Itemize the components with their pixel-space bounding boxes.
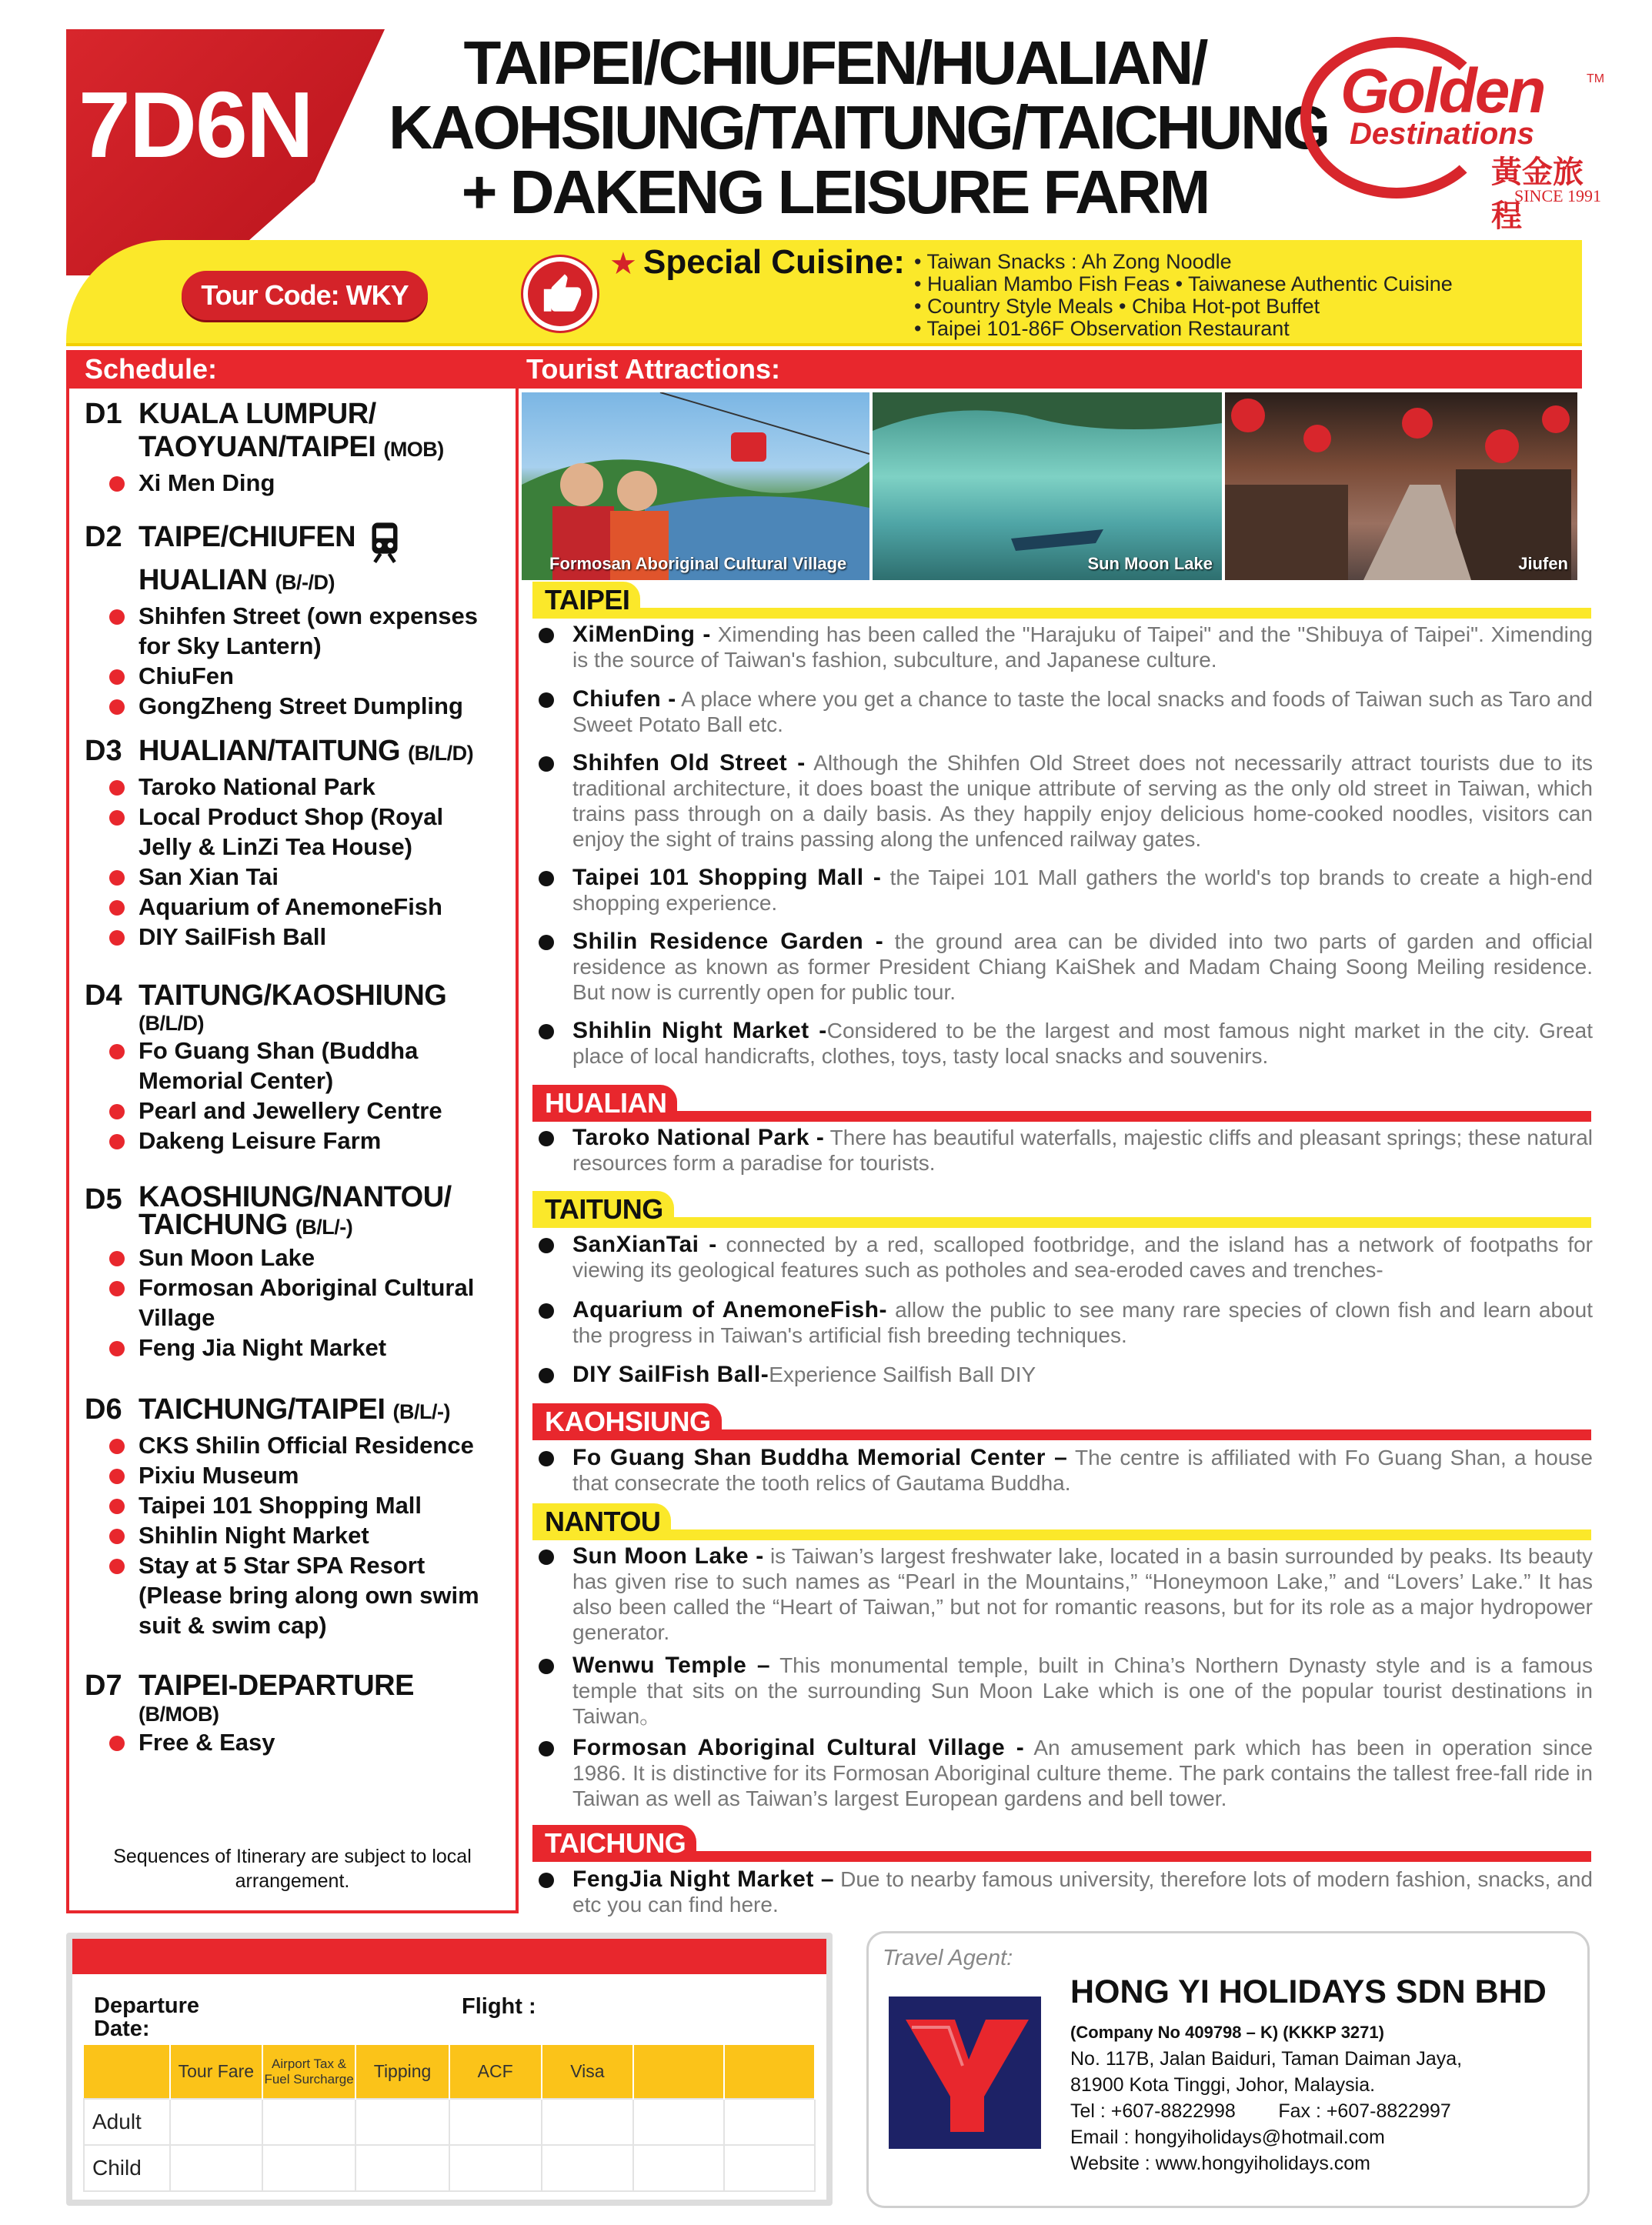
region-label: TAIPEI: [532, 582, 640, 617]
golden-destinations-logo: [1300, 32, 1608, 233]
travel-agent-label: Travel Agent:: [883, 1946, 1013, 1970]
day-title-line: TAIPE/CHIUFEN: [139, 521, 356, 553]
day-item: Local Product Shop (Royal: [139, 802, 516, 832]
cuisine-item: • Taiwan Snacks : Ah Zong Noodle: [914, 250, 1232, 273]
day-items: [139, 1430, 516, 1640]
day-item: Village: [139, 1304, 215, 1331]
region-taipei: [532, 582, 1591, 619]
day-item: Xi Men Ding: [139, 468, 516, 498]
day-item: Shihfen Street (own expenses: [139, 601, 516, 631]
departure-date-label: Departure Date:: [94, 1993, 199, 2041]
agent-company-no: (Company No 409798 – K) (KKKP 3271): [1070, 2023, 1384, 2042]
day-item: Sun Moon Lake: [139, 1243, 516, 1273]
day-title-line: TAITUNG/KAOSHIUNG: [139, 979, 447, 1012]
attraction-item: Fo Guang Shan Buddha Memorial Center – The centre is affiliated with Fo Guang Shan, a house that consecrate the tooth relics of Gautama Buddha.: [539, 1445, 1593, 1496]
agent-phone: Tel : +607-8822998 Fax : +607-8822997: [1070, 2100, 1451, 2122]
attraction-item: Taroko National Park - There has beautiful waterfalls, majestic cliffs and pleasant springs; these natural resources form a paradise for tourists.: [539, 1125, 1593, 1176]
logo-golden-text: Golden: [1340, 56, 1544, 126]
day-2: [85, 521, 516, 721]
day-3: [85, 735, 516, 952]
day-title: [139, 1393, 516, 1429]
duration-badge-text: 7D6N: [78, 72, 312, 177]
photo-caption: Sun Moon Lake: [1087, 554, 1213, 573]
day-6: [85, 1393, 516, 1640]
attraction-item: SanXianTai - connected by a red, scalloped footbridge, and the island has a network of footpaths for viewing its geological features such as potholes and sea-eroded caves and trenches-: [539, 1232, 1593, 1283]
day-meal: (B/L/D): [408, 742, 474, 765]
tour-title: [389, 28, 1329, 226]
tour-title-line: TAIPEI/CHIUFEN/HUALIAN/: [463, 28, 1206, 97]
column-header: [724, 2045, 815, 2099]
day-title: [139, 979, 516, 1034]
day-title-line: KAOSHIUNG/NANTOU/: [139, 1181, 452, 1213]
tour-title-line: KAOHSIUNG/TAITUNG/TAICHUNG: [389, 93, 1329, 162]
thumbs-up-icon: [523, 257, 597, 331]
day-title-line: TAICHUNG: [139, 1209, 288, 1241]
row-label: Adult: [84, 2099, 170, 2145]
day-item: Aquarium of AnemoneFish: [139, 892, 516, 922]
day-meal: (B/-/D): [275, 571, 335, 594]
attraction-item: Wenwu Temple – This monumental temple, built in China’s Northern Dynasty style and is a famous temple that sits on the surrounding Sun Moon Lake which is one of the popular tourist destinations in Taiwan。: [539, 1653, 1593, 1729]
day-title-line: TAOYUAN/TAIPEI: [139, 431, 376, 463]
photo-caption: Formosan Aboriginal Cultural Village: [549, 554, 847, 573]
attraction-item: Shihfen Old Street - Although the Shihfen Old Street does not necessarily attract tourists due to its traditional architecture, it does boast the unique attribute of serving as the only old street in Taiwan, which trains pass through on a daily basis. As they happily enjoy delicious home-cooked noodles, visitors can enjoy the sight of trains passing along the unfenced railway gates.: [539, 750, 1593, 852]
logo-trademark: TM: [1587, 72, 1605, 85]
region-label: KAOHSIUNG: [532, 1403, 722, 1439]
region-taichung: [532, 1825, 1591, 1862]
day-meal: (B/MOB): [139, 1703, 219, 1726]
photo-jiufen-illustration: [1225, 392, 1577, 580]
day-item: Pearl and Jewellery Centre: [139, 1096, 516, 1126]
cuisine-item: • Hualian Mambo Fish Feas • Taiwanese Authentic Cuisine: [914, 272, 1453, 295]
attraction-item: Sun Moon Lake - is Taiwan’s largest freshwater lake, located in a basin surrounded by peaks. Its beauty has given rise to such names as “Pearl in the Mountains,” “Honeymoon Lake,” and “Lovers’ Lake.” It has also been called the “Heart of Taiwan,” but not for romantic reasons, but for its role as a major hydropower generator.: [539, 1543, 1593, 1645]
day-items: [139, 468, 516, 498]
region-label: TAICHUNG: [532, 1825, 696, 1860]
price-header-bar: [72, 1939, 826, 1974]
attraction-item: Shihlin Night Market -Considered to be the largest and most famous night market in the city. Great place of local handicrafts, clothes, toys, tasty local snacks and souvenirs.: [539, 1018, 1593, 1069]
day-number: D4: [85, 979, 122, 1012]
day-number: D5: [85, 1183, 122, 1216]
day-title-line: HUALIAN: [139, 564, 268, 596]
day-title: [139, 1183, 516, 1241]
agent-website[interactable]: Website : www.hongyiholidays.com: [1070, 2153, 1370, 2174]
day-meal: (B/L/D): [139, 1012, 204, 1035]
photo-sun-moon-lake: [873, 392, 1222, 580]
attractions-header: Tourist Attractions:: [519, 350, 1582, 389]
day-item: (Please bring along own swim: [139, 1582, 479, 1609]
price-table-box: [66, 1933, 833, 2206]
day-item: Pixiu Museum: [139, 1460, 516, 1490]
day-items: [139, 1727, 516, 1757]
table-row: [84, 2145, 815, 2191]
day-item: DIY SailFish Ball: [139, 922, 516, 952]
agent-info: [1070, 2020, 1462, 2177]
cuisine-list: [914, 251, 1453, 340]
day-item: Shihlin Night Market: [139, 1520, 516, 1550]
day-number: D6: [85, 1393, 122, 1426]
column-header: ACF: [449, 2045, 542, 2099]
day-items: [139, 772, 516, 952]
day-title: [139, 1670, 516, 1726]
day-number: D7: [85, 1670, 122, 1702]
day-5: [85, 1183, 516, 1363]
price-header-row: [84, 2045, 815, 2099]
agent-address-line: 81900 Kota Tinggi, Johor, Malaysia.: [1070, 2074, 1376, 2096]
day-1: [85, 398, 516, 498]
column-header: [633, 2045, 724, 2099]
day-item: Stay at 5 Star SPA Resort: [139, 1550, 516, 1580]
day-item: ChiuFen: [139, 661, 516, 691]
region-label: TAITUNG: [532, 1191, 674, 1226]
day-number: D1: [85, 398, 122, 430]
price-table: [83, 2045, 816, 2192]
table-row: [84, 2099, 815, 2145]
day-meal: (MOB): [383, 438, 444, 461]
day-title-line: TAIPEI-DEPARTURE: [139, 1670, 414, 1702]
day-title: [139, 735, 516, 770]
column-header: Visa: [542, 2045, 634, 2099]
agent-email[interactable]: Email : hongyiholidays@hotmail.com: [1070, 2127, 1385, 2148]
region-taitung: [532, 1191, 1591, 1228]
logo-destinations-text: Destinations: [1350, 117, 1535, 151]
attraction-item: DIY SailFish Ball-Experience Sailfish Ball DIY: [539, 1362, 1593, 1387]
attraction-item: Aquarium of AnemoneFish- allow the public to see many rare species of clown fish and learn about the progress in Taiwan's artificial fish breeding techniques.: [539, 1297, 1593, 1348]
day-title: [139, 521, 516, 599]
day-number: D3: [85, 735, 122, 767]
cuisine-item: • Taipei 101-86F Observation Restaurant: [914, 317, 1290, 340]
travel-agent-box: [866, 1931, 1590, 2208]
region-label: HUALIAN: [532, 1085, 677, 1120]
column-header: Tipping: [355, 2045, 449, 2099]
region-label: NANTOU: [532, 1503, 671, 1539]
attraction-item: Taipei 101 Shopping Mall - the Taipei 101 Mall gathers the world's top brands to create a high-end shopping experience.: [539, 865, 1593, 916]
day-title-line: HUALIAN/TAITUNG: [139, 735, 401, 767]
day-items: [139, 601, 516, 721]
column-header: [84, 2045, 170, 2099]
day-item: Taroko National Park: [139, 772, 516, 802]
attraction-item: Formosan Aboriginal Cultural Village - An amusement park which has been in operation since 1986. It is distinctive for its Formosan Aboriginal culture theme. The park contains the tallest free-fall ride in Taiwan as well as Taiwan’s largest European gardens and bell tower.: [539, 1735, 1593, 1811]
day-7: [85, 1670, 516, 1757]
day-meal: (B/L/-): [295, 1216, 353, 1239]
logo-since-text: SINCE 1991: [1514, 186, 1602, 205]
day-item: Fo Guang Shan (Buddha: [139, 1036, 516, 1066]
schedule-panel: [66, 389, 519, 1913]
day-4: [85, 979, 516, 1156]
photo-caption: Jiufen: [1518, 554, 1568, 573]
flight-label: Flight :: [462, 1994, 536, 2019]
day-meal: (B/L/-): [392, 1400, 450, 1423]
attraction-item: Shilin Residence Garden - the ground area can be divided into two parts of garden and official residence as known as former President Chiang KaiShek and Madam Chaing Soong Meiling residence. But now is currently open for public tour.: [539, 929, 1593, 1005]
schedule-header: Schedule:: [66, 350, 519, 389]
day-item: Free & Easy: [139, 1727, 516, 1757]
day-item: GongZheng Street Dumpling: [139, 691, 516, 721]
day-item: Taipei 101 Shopping Mall: [139, 1490, 516, 1520]
day-number: D2: [85, 521, 122, 553]
day-item: Feng Jia Night Market: [139, 1333, 516, 1363]
day-item: suit & swim cap): [139, 1612, 327, 1639]
photo-jiufen: [1225, 392, 1577, 580]
photo-sun-moon-lake-illustration: [873, 392, 1222, 580]
day-item: CKS Shilin Official Residence: [139, 1430, 516, 1460]
cuisine-title: Special Cuisine:: [643, 243, 905, 281]
photo-aboriginal-village: [522, 392, 869, 580]
tour-title-line: + DAKENG LEISURE FARM: [461, 158, 1209, 226]
column-header: Airport Tax & Fuel Surcharge: [262, 2045, 356, 2099]
schedule-note: Sequences of Itinerary are subject to local arrangement.: [113, 1846, 472, 1892]
agent-name: HONG YI HOLIDAYS SDN BHD: [1070, 1973, 1547, 2010]
day-item: Jelly & LinZi Tea House): [139, 833, 413, 860]
cuisine-item: • Country Style Meals • Chiba Hot-pot Buffet: [914, 295, 1320, 318]
region-hualian: [532, 1085, 1591, 1122]
day-title: [139, 398, 516, 466]
star-icon: ★: [609, 247, 637, 281]
logo-chinese-text: 黃金旅程: [1491, 155, 1584, 233]
day-title-line: TAICHUNG/TAIPEI: [139, 1393, 385, 1426]
day-item: for Sky Lantern): [139, 632, 322, 659]
day-item: Formosan Aboriginal Cultural: [139, 1273, 516, 1303]
region-kaohsiung: [532, 1403, 1591, 1440]
day-item: San Xian Tai: [139, 862, 516, 892]
agent-address-line: No. 117B, Jalan Baiduri, Taman Daiman Jaya,: [1070, 2048, 1463, 2070]
tour-code-pill: Tour Code: WKY: [182, 271, 428, 320]
attraction-item: FengJia Night Market – Due to nearby famous university, therefore lots of modern fashion, snacks, and etc you can find here.: [539, 1866, 1593, 1917]
train-icon: [368, 521, 402, 564]
day-items: [139, 1036, 516, 1156]
day-title-line: KUALA LUMPUR/: [139, 398, 376, 430]
day-items: [139, 1243, 516, 1363]
attraction-item: Chiufen - A place where you get a chance to taste the local snacks and foods of Taiwan such as Taro and Sweet Potato Ball etc.: [539, 686, 1593, 737]
region-nantou: [532, 1503, 1591, 1540]
day-item: Dakeng Leisure Farm: [139, 1126, 516, 1156]
photo-aboriginal-village-illustration: [522, 392, 869, 580]
attraction-item: XiMenDing - Ximending has been called the "Harajuku of Taipei" and the "Shibuya of Taipei". Ximending is the source of Taiwan's fashion, subculture, and Japanese culture.: [539, 622, 1593, 672]
row-label: Child: [84, 2145, 170, 2191]
hong-yi-logo: [889, 1996, 1041, 2149]
column-header: Tour Fare: [170, 2045, 262, 2099]
day-item: Memorial Center): [139, 1067, 334, 1094]
